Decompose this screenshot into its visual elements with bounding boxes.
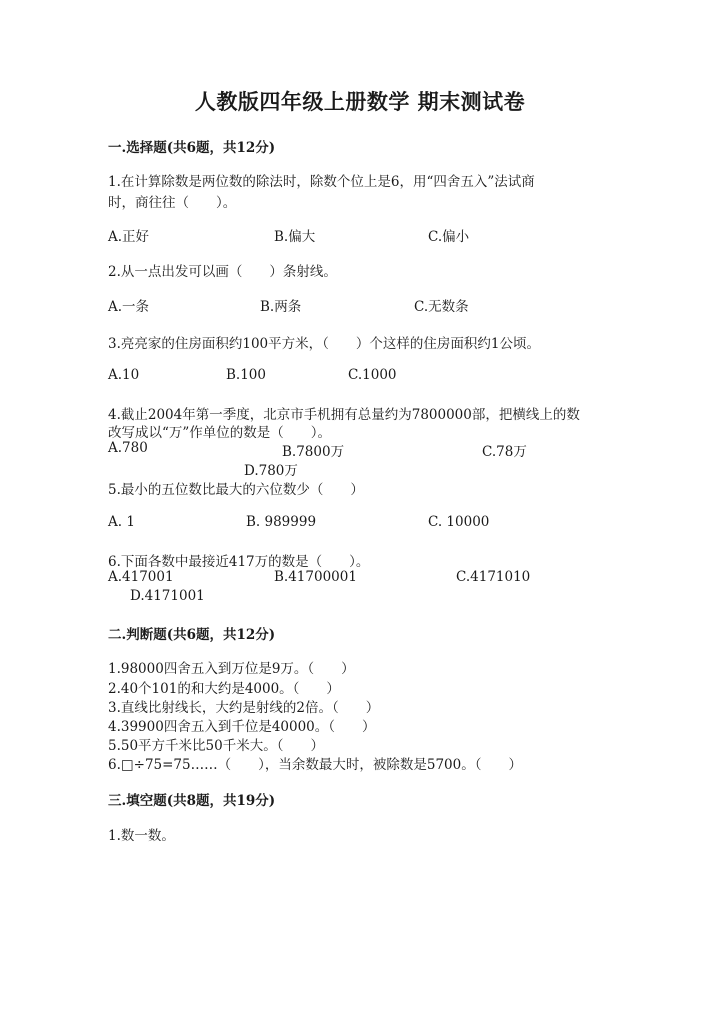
option-a: A.417001 [108,569,174,585]
option-a: A.正好 [108,229,150,245]
option-b: B.两条 [260,299,302,315]
option-b: B.7800万 [282,444,345,460]
option-c: C.1000 [348,367,397,383]
question-text: 4.截止2004年第一季度，北京市手机拥有总量约为7800000部，把横线上的数 [108,407,580,423]
judge-item: 5.50平方千米比50千米大。（ ） [108,738,324,754]
question-text: 6.下面各数中最接近417万的数是（ ）。 [108,554,370,570]
question-text: 2.从一点出发可以画（ ）条射线。 [108,264,337,280]
option-c: C.无数条 [414,299,469,315]
question-text: 3.亮亮家的住房面积约100平方米，（ ）个这样的住房面积约1公顷。 [108,336,540,352]
judge-item: 3.直线比射线长，大约是射线的2倍。（ ） [108,700,380,716]
section-heading-fill: 三.填空题(共8题，共19分) [108,793,276,809]
judge-item: 2.40个101的和大约是4000。（ ） [108,681,340,697]
option-b: B.41700001 [274,569,357,585]
option-c: C.4171010 [456,569,531,585]
option-a: A.一条 [108,299,150,315]
option-c: C.偏小 [428,229,470,245]
option-a: A.10 [108,367,140,383]
option-a: A. 1 [108,514,135,530]
question-text: 1.在计算除数是两位数的除法时，除数个位上是6，用“四舍五入”法试商 [108,174,535,190]
question-text: 5.最小的五位数比最大的六位数少（ ） [108,482,364,498]
option-c: C.78万 [482,444,527,460]
judge-item: 4.39900四舍五入到千位是40000。（ ） [108,719,376,735]
judge-item: 6.□÷75=75……（ ），当余数最大时，被除数是5700。（ ） [108,757,522,773]
question-text: 时，商往往（ ）。 [108,195,237,211]
option-d: D.4171001 [130,588,205,604]
option-a: A.780 [108,440,148,456]
judge-item: 1.98000四舍五入到万位是9万。（ ） [108,661,355,677]
option-b: B. 989999 [246,514,317,530]
page-title: 人教版四年级上册数学 期末测试卷 [194,89,526,114]
question-text: 改写成以“万”作单位的数是（ ）。 [108,425,332,441]
option-d: D.780万 [244,463,298,479]
option-c: C. 10000 [428,514,490,530]
section-heading-choice: 一.选择题(共6题，共12分) [108,140,276,156]
fill-item: 1.数一数。 [108,828,175,844]
section-heading-judge: 二.判断题(共6题，共12分) [108,627,276,643]
option-b: B.偏大 [274,229,316,245]
option-b: B.100 [226,367,266,383]
